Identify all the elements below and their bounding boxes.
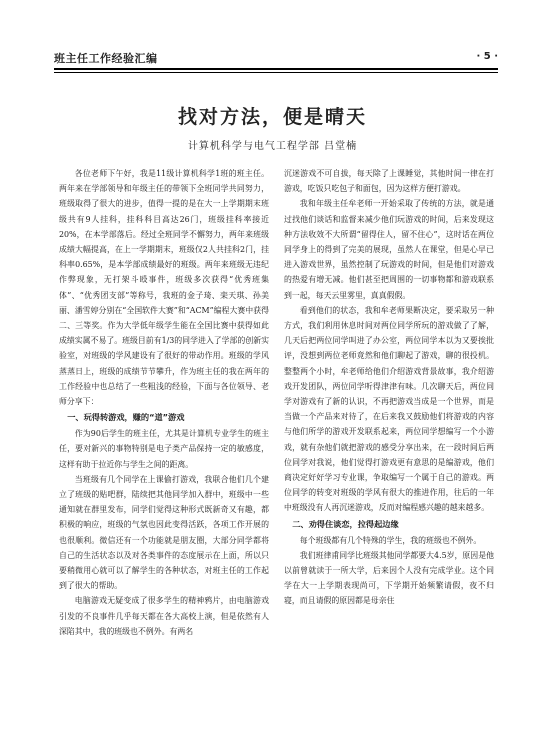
paragraph: 我和年级主任牟老师一开始采取了传统的方法，就是通过找他们谈话和监督来减少他们玩游戏的时间，后来发现这种方法收效不大所谓“留得住人，留不住心”，这时话在两位同学身上的得到了完美的展现，虽然人在课堂，但是心早已进入游戏世界，虽然控制了玩游戏的时间，但是他们对游戏的热爱有增无减。他们甚至把周围的一切事物都和游戏联系到一起，每天云里雾里，真真假假。	[284, 199, 494, 300]
paragraph: 沉迷游戏不可自拔，每天除了上课睡觉，其他时间一律在打游戏，吃饭只吃包子和面包，因为这样方便打游戏。	[284, 169, 494, 194]
running-title: 班主任工作经验汇编	[54, 52, 158, 65]
paragraph: 作为90后学生的班主任，尤其是计算机专业学生的班主任，要对新兴的事物特别是电子类产品保持一定的敏感度，这样有助于拉近你与学生之间的距离。	[59, 429, 269, 469]
paragraph: 每个班级都有几个特殊的学生，我的班级也不例外。	[299, 535, 482, 545]
paragraph: 我们班律甫同学比班级其他同学都要大4.5岁，原因是他以前曾就读于一所大学，后来因个人没有完成学业。这个同学在大一上学期表现尚可，下学期开始频繁请假，夜不归寝，而且请假的原因都是母亲住	[284, 550, 494, 606]
header-rule-thin	[54, 72, 498, 73]
paragraph: 看到他们的状态，我和牟老师果断决定，要采取另一种方式，我们利用休息时间对两位同学所玩的游戏做了了解，几天后把两位同学叫进了办公室，两位同学本以为又要挨批评，没想到两位老师竟然和他们聊起了游戏，聊的很投机。整整两个小时，牟老师给他们介绍游戏背景故事，我介绍游戏开发团队，两位同学听得津津有味。几次聊天后，两位同学对游戏有了新的认识，不再把游戏当成是一个世界，而是当做一个产品来对待了，在后来我又鼓励他们将游戏的内容与他们所学的游戏开发联系起来，两位同学想编写一个小游戏，就有杂他们就把游戏的感受分享出来，在一段时间后两位同学对我说，他们觉得打游戏更有意思的是编游戏，他们商决定好好学习专业课，争取编写一个属于自己的游戏。两位同学的转变对班级的学风有很大的推进作用，往后的一年中班级没有人再沉迷游戏，反而对编程感兴趣的越来越多。	[284, 305, 494, 513]
paragraph: 电脑游戏无疑变成了很多学生的精神鸦片，由电脑游戏引发的不良事件几乎每天都在各大高校上演，但是依然有人深陷其中，我的班级也不例外。有两名	[59, 596, 269, 636]
article-title: 找对方法，便是晴天	[177, 106, 367, 128]
left-column	[59, 166, 269, 736]
right-column	[284, 166, 494, 736]
section-heading: 二、劝得住谈恋，拉得起边缘	[292, 518, 399, 529]
paragraph: 各位老师下午好，我是11级计算机科学1班的班主任。两年来在学部领导和年级主任的带领下全班同学共同努力，班级取得了很大的进步，值得一提的是在大一上学期期末班级共有9人挂科，挂科科目高达26门，班级挂科率接近20%，在本学部落后。经过全班同学不懈努力，两年来班级成绩大幅提高，在上一学期期末，班级仅2人共挂科2门，挂科率0.65%，是本学部成绩最好的班级。两年来班级无违纪作弊现象，无打架斗殴事件，班级多次获得“优秀班集体”、“优秀团支部”等称号，我班的金子琦、栾天琪、孙美丽、潘雪婷分别在“全国软件大赛”和“ACM”编程大赛中获得二、三等奖。作为大学低年级学生能在全国比赛中获得如此成绩实属不易了。班级目前有1/3的同学进入了学部的创新实验室，对班级的学风建设有了很好的带动作用。班级的学风蒸蒸日上，班级的成绩节节攀升，作为班主任的我在两年的工作经验中也总结了一些粗浅的经验，下面与各位领导、老师分享下：	[59, 169, 269, 407]
header-rule-thick	[54, 68, 498, 70]
paragraph: 当班级有几个同学在上课偷打游戏，我联合他们几个建立了班级的贴吧群，陆续把其他同学加入群中，班级中一些通知就在群里发布，同学们觉得这种形式既新奇又有趣，都积极的响应，班级的气氛也因此变得活跃，各项工作开展的也很顺利。微信还有一个功能就是朋友圈，大部分同学都将自己的生活状态以及对各类事件的态度展示在上面，所以只要稍微用心就可以了解学生的各种状态，对班主任的工作起到了很大的帮助。	[59, 474, 269, 591]
section-heading: 一、玩得转游戏，赚的“道”游戏	[67, 412, 185, 423]
page-number: · 5 ·	[476, 51, 498, 62]
article-author: 计算机科学与电气工程学部 吕堂楠	[187, 141, 358, 152]
